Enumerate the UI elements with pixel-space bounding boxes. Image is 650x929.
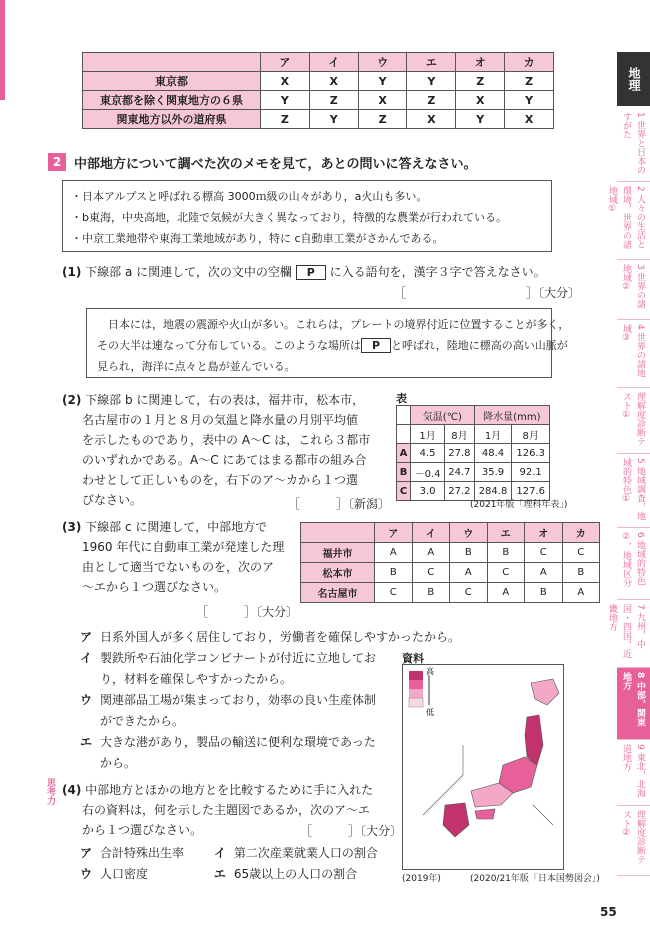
col-header: カ [505,53,554,72]
col-header: エ [407,53,456,72]
top-table-corner [83,53,261,72]
memo-line: ・b東海，中央高地，北陸で気候が大きく異なっており，特徴的な農業が行われている。 [71,211,507,224]
legend-swatch [409,698,423,707]
subquestion-line: から１つ選びなさい。 [82,823,203,837]
think-label: 思考力 [45,778,55,805]
cell: X [505,110,554,129]
option-text: り，材料を確保しやすかったから。 [100,672,293,686]
option-item[interactable] [214,867,357,881]
passage-text: その大半は連なって分布している。このような場所は [97,339,361,352]
option-key: ア [80,630,93,644]
answer-bracket[interactable]: ［ ］〔大分〕 [394,286,581,300]
cell: B [525,583,563,603]
sidebar-tab[interactable]: 1 世界と日本のすがた [617,108,650,182]
memo-line: ・中京工業地帯や東海工業地域があり，特に c自動車工業がさかんである。 [71,232,444,245]
cell: Y [456,110,505,129]
cell: 3.0 [411,482,445,501]
cell: Z [309,91,358,110]
option-text: 日系外国人が多く居住しており，労働者を確保しやすかったから。 [100,630,461,644]
month-header: 1月 [474,425,512,444]
group-header: 降水量(mm) [474,406,549,425]
option-text: 製鉄所や石油化学コンビナートが付近に立地してお [100,651,377,665]
combination-table [300,522,600,603]
col-header: ア [261,53,310,72]
passage-line: 日本には，地震の震源や火山が多い。これらは，プレートの境界付近に位置することが多く， [108,318,570,331]
col-header: オ [525,523,563,543]
option-row [80,843,400,864]
col-header: カ [562,523,600,543]
sidebar-title: 地理 [617,52,650,106]
cell: C [487,563,525,583]
cell: Z [456,72,505,91]
legend-swatch [409,671,423,680]
cell: X [456,91,505,110]
subquestion-line: 右の資料は，何を示した主題図であるか，次のア～エ [82,803,371,817]
option-item[interactable] [80,864,210,885]
col-header: イ [309,53,358,72]
subquestion-2 [62,390,392,510]
cell: Y [358,72,407,91]
subquestion-number: (2) [62,393,82,407]
cell: 48.4 [474,444,512,463]
cell: A [487,583,525,603]
table-corner [397,406,411,425]
subquestion-line: 由として適当でないものを，次のア [82,560,275,574]
option-key: イ [80,651,93,665]
map-year: (2019年) [402,874,441,884]
table-corner [397,425,411,444]
legend-swatch [409,689,423,698]
table-header-row [301,523,600,543]
group-header: 気温(℃) [411,406,475,425]
option-key: ア [80,846,93,860]
subquestion-1 [62,262,546,282]
option-text: 第二次産業就業人口の割合 [233,846,378,860]
cell: －0.4 [411,463,445,482]
row-label: 福井市 [301,543,375,563]
option-key: エ [80,735,93,749]
sidebar-tab[interactable]: 9 東北，北海道地方 [617,740,650,806]
row-label: B [397,463,411,482]
cell: 24.7 [445,463,475,482]
option-text: 関連部品工場が集まっており，効率の良い生産体制 [100,693,377,707]
table-row [83,91,554,110]
cell: 284.8 [474,482,512,501]
cell: C [450,583,488,603]
sidebar-tab[interactable]: 6 地域的特色②，地域区分 [617,528,650,600]
cell: Y [309,110,358,129]
cell: 4.5 [411,444,445,463]
legend-swatch [409,680,423,689]
blank-box-p: P [296,265,326,280]
sidebar-tab[interactable]: 理解度診断テスト① [617,388,650,454]
subquestion-line: 下線部 c に関連して，中部地方で [85,520,268,534]
subquestion-line: 下線部 b に関連して，右の表は，福井市，松本市， [85,393,365,407]
row-label: 東京都 [83,72,261,91]
table-header-row [397,425,550,444]
passage-line [97,335,568,356]
option-text: ができたから。 [100,714,185,728]
row-label: A [397,444,411,463]
question-heading: 中部地方について調べた次のメモを見て，あとの問いに答えなさい。 [74,157,477,172]
cell: A [525,563,563,583]
row-label: C [397,482,411,501]
cell: B [412,583,450,603]
col-header: ウ [358,53,407,72]
options-list-4 [80,843,400,885]
table-caption: 表 [396,392,407,405]
cell: Z [261,110,310,129]
cell: C [562,543,600,563]
cell: Z [407,91,456,110]
cell: Z [358,110,407,129]
sidebar-tab[interactable]: 5 地域調査，地域的特色① [617,454,650,528]
map-title: 資料 [402,652,424,665]
passage-text: と呼ばれ，陸地に標高の高い山脈が [391,339,568,352]
subquestion-text: 下線部 a に関連して，次の文中の空欄 [85,265,292,279]
option-item[interactable] [80,627,461,648]
table-row [301,563,600,583]
table-row [397,444,550,463]
answer-bracket[interactable]: ［ ］〔大分〕 [196,605,299,619]
shikoku-shape [475,809,495,819]
option-text: 大きな港があり，製品の輸送に便利な環境であった [100,735,376,749]
col-header: オ [456,53,505,72]
subquestion-number: (1) [62,265,82,279]
cell: Y [505,91,554,110]
subquestion-number: (4) [62,783,82,797]
col-header: エ [487,523,525,543]
cell: X [358,91,407,110]
subquestion-number: (3) [62,520,82,534]
option-text: 人口密度 [100,867,149,881]
subquestion-line: 1960 年代に自動車工業が発達した理 [82,540,285,554]
subquestion-line: 名古屋市の１月と８月の気温と降水量の月別平均値 [82,413,359,427]
col-header: イ [412,523,450,543]
subquestion-line: を示したものであり，表中の A～C は，これら３都市 [82,433,371,447]
table-row [301,583,600,603]
blank-box-p: P [361,338,391,353]
row-label: 東京都を除く関東地方の６県 [83,91,261,110]
option-item[interactable] [80,843,210,864]
table-row [83,72,554,91]
row-label: 松本市 [301,563,375,583]
inset-line [533,805,553,825]
answer-bracket[interactable]: ［ ］〔大分〕 [300,824,403,838]
cell: 35.9 [474,463,512,482]
sidebar-tab[interactable]: 理解度診断テスト② [617,806,650,876]
sidebar-tab[interactable]: 3 世界の諸地域② [617,260,650,320]
row-label: 関東地方以外の道府県 [83,110,261,129]
cell: 127.6 [512,482,550,501]
row-label: 名古屋市 [301,583,375,603]
passage-box [86,308,570,378]
cell: B [562,563,600,583]
cell: C [375,583,413,603]
cell: Z [505,72,554,91]
map-source: (2020/21年版「日本国勢図会」) [470,874,600,884]
table-header-row [397,406,550,425]
cell: B [375,563,413,583]
sidebar-tab[interactable]: 2 人々の生活と環境，世界の諸地域① [617,182,650,260]
col-header: ア [375,523,413,543]
cell: A [562,583,600,603]
question-number-badge: 2 [48,153,66,171]
cell: 27.8 [445,444,475,463]
cell: X [261,72,310,91]
cell: 92.1 [512,463,550,482]
cell: A [412,543,450,563]
option-text: から。 [100,756,137,770]
left-margin-bar [0,0,5,100]
cell: A [450,563,488,583]
hokkaido-shape [531,679,559,705]
table-row [301,543,600,563]
climate-table [396,405,550,501]
option-key: エ [213,867,226,881]
option-item[interactable] [80,648,410,669]
memo-box [62,180,552,252]
cell: 27.2 [445,482,475,501]
cell: B [450,543,488,563]
subquestion-line: 中部地方とほかの地方とを比較するために手に入れた [85,783,374,797]
table-row [83,110,554,129]
cell: B [487,543,525,563]
option-row [80,864,400,885]
japan-choropleth-map [403,665,563,869]
legend-high-label: 高 [426,667,434,676]
option-item[interactable] [80,690,410,711]
table-corner [301,523,375,543]
cell: A [375,543,413,563]
top-table [82,52,554,129]
option-text: 65歳以上の人口の割合 [233,867,358,881]
sidebar-tab-active[interactable]: 8 中部，関東地方 [617,668,650,740]
subquestion-3 [62,517,297,597]
col-header: ウ [450,523,488,543]
option-key: イ [213,846,226,860]
kyushu-shape [443,803,469,837]
month-header: 8月 [512,425,550,444]
memo-line: ・日本アルプスと呼ばれる標高 3000ｍ級の山々があり，a火山も多い。 [71,190,428,203]
legend-low-label: 低 [426,708,434,717]
subquestion-line: わせとして正しいものを，右下のア～カから１つ選 [82,473,359,487]
answer-bracket[interactable]: ［ ］〔新潟〕 [288,497,391,511]
tohoku-shape [525,715,543,765]
sidebar-tab[interactable]: 4 世界の諸地域③ [617,320,650,388]
page-number: 55 [600,905,617,919]
cell: C [525,543,563,563]
sidebar-tab[interactable]: 7 九州，中国・四国，近畿地方 [617,600,650,668]
option-item[interactable] [214,846,378,860]
option-text: 合計特殊出生率 [100,846,185,860]
top-table-header [83,53,554,72]
cell: X [309,72,358,91]
subquestion-line: びなさい。 [82,493,143,507]
option-key: ウ [80,693,93,707]
subquestion-line: ～エから１つ選びなさい。 [82,580,227,594]
option-key: ウ [80,867,93,881]
subquestion-line: のいずれかである。A～C にあてはまる都市の組み合 [82,453,367,467]
month-header: 1月 [411,425,445,444]
cell: Y [407,72,456,91]
map-box [402,664,564,870]
month-header: 8月 [445,425,475,444]
cell: 126.3 [512,444,550,463]
table-source: (2021年版「理科年表」) [470,500,568,510]
cell: X [407,110,456,129]
passage-line: 見られ，海洋に点々と島が並んでいる。 [97,360,296,373]
cell: C [412,563,450,583]
subquestion-text: に入る語句を，漢字３字で答えなさい。 [329,265,546,279]
cell: Y [261,91,310,110]
table-row [397,463,550,482]
option-item[interactable] [80,732,410,753]
